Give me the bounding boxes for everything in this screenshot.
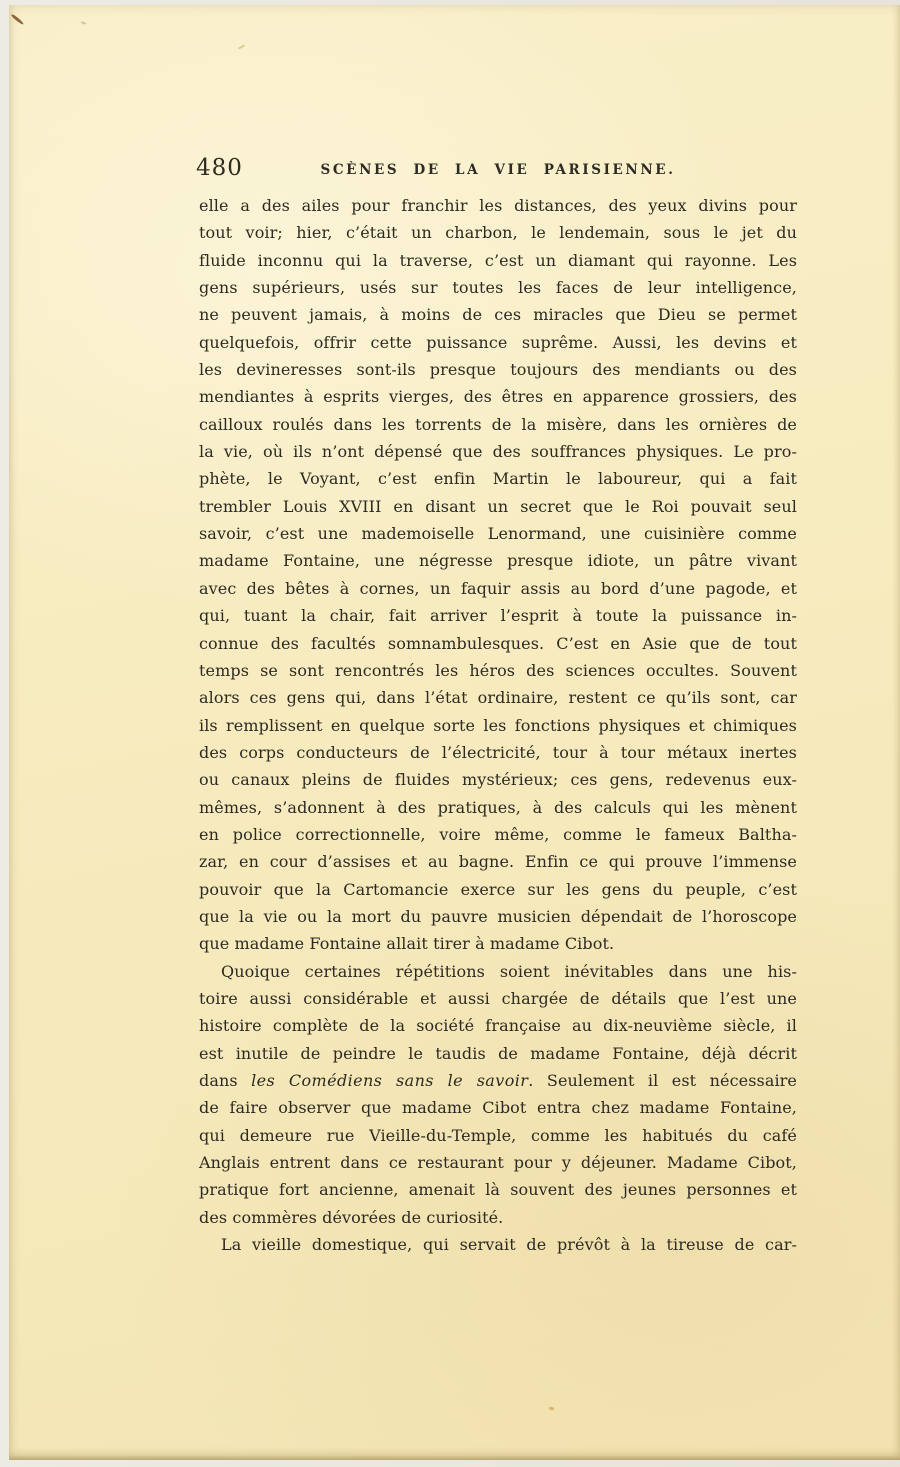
- text-line: [199, 547, 797, 574]
- paper-fiber-fleck: [81, 21, 86, 25]
- text-segment: ou canaux pleins de fluides mystérieux; ces gens, redevenus eux-: [199, 770, 797, 790]
- text-segment: toire aussi considérable et aussi chargée de détails que l’est une: [199, 988, 797, 1008]
- text-segment: tout voir; hier, c’était un charbon, le lendemain, sous le jet du: [199, 223, 797, 243]
- text-segment: les devineresses sont-ils presque toujours des mendiants ou des: [199, 360, 797, 380]
- text-line: [199, 684, 797, 711]
- text-line: [199, 575, 797, 602]
- paper-fiber-fleck: [238, 44, 245, 49]
- text-segment: en police correctionnelle, voire même, comme le fameux Baltha-: [199, 824, 797, 844]
- text-segment: elle a des ailes pour franchir les distances, des yeux divins pour: [199, 196, 797, 215]
- text-segment: gens supérieurs, usés sur toutes les faces de leur intelligence,: [199, 278, 797, 298]
- text-line: [199, 356, 797, 383]
- text-line: [199, 1040, 797, 1067]
- text-line: [199, 1122, 797, 1149]
- text-segment: que la vie ou la mort du pauvre musicien dépendait de l’horoscope: [199, 906, 797, 926]
- text-segment: . Seulement il est nécessaire: [528, 1071, 797, 1090]
- text-line: [199, 219, 797, 246]
- text-segment: des commères dévorées de curiosité.: [199, 1207, 504, 1227]
- paper-fiber-fleck: [549, 1406, 555, 1410]
- text-segment: est inutile de peindre le taudis de madame Fontaine, déjà décrit: [199, 1043, 797, 1063]
- text-segment: connue des facultés somnambulesques. C’est en Asie que de tout: [199, 633, 797, 653]
- text-line: [199, 411, 797, 438]
- text-segment: madame Fontaine, une négresse presque idiote, un pâtre vivant: [199, 551, 797, 571]
- text-line: [199, 1067, 797, 1094]
- text-line: [199, 739, 797, 766]
- text-line: [199, 329, 797, 356]
- text-segment: cailloux roulés dans les torrents de la misère, dans les ornières de: [199, 414, 797, 434]
- paper-fiber-fleck: [11, 14, 25, 26]
- text-line: [199, 848, 797, 875]
- text-line: [199, 766, 797, 793]
- text-segment: mendiantes à esprits vierges, des êtres en apparence grossiers, des: [199, 387, 797, 407]
- page-header: [196, 153, 797, 185]
- text-line: [199, 1231, 797, 1258]
- text-line: [199, 1012, 797, 1039]
- page-number: 480: [196, 155, 243, 181]
- paper-page: [9, 5, 900, 1460]
- text-segment: Quoique certaines répétitions soient inévitables dans une his-: [221, 961, 797, 981]
- text-segment: dans: [199, 1071, 252, 1090]
- text-segment: mêmes, s’adonnent à des pratiques, à des calculs qui les mènent: [199, 797, 797, 817]
- text-line: [199, 438, 797, 465]
- text-segment: qui, tuant la chair, fait arriver l’esprit à toute la puissance in-: [199, 606, 797, 626]
- text-segment: histoire complète de la société française au dix-neuvième siècle, il: [199, 1016, 797, 1036]
- text-segment: des corps conducteurs de l’électricité, tour à tour métaux inertes: [199, 742, 797, 762]
- text-line: [199, 1204, 797, 1231]
- text-segment: trembler Louis XVIII en disant un secret que le Roi pouvait seul: [199, 496, 797, 516]
- text-segment: quelquefois, offrir cette puissance suprême. Aussi, les devins et: [199, 332, 797, 352]
- text-segment: que madame Fontaine allait tirer à madame Cibot.: [199, 934, 615, 954]
- text-line: [199, 274, 797, 301]
- text-line: [199, 657, 797, 684]
- text-line: [199, 465, 797, 492]
- text-line: [199, 630, 797, 657]
- text-line: [199, 301, 797, 328]
- text-line: [199, 1149, 797, 1176]
- text-segment: de faire observer que madame Cibot entra chez madame Fontaine,: [199, 1098, 797, 1118]
- text-segment: pratique fort ancienne, amenait là souvent des jeunes personnes et: [199, 1180, 797, 1200]
- italic-book-title: les Comédiens sans le savoir: [251, 1071, 529, 1090]
- text-segment: qui demeure rue Vieille-du-Temple, comme les habitués du café: [199, 1125, 797, 1145]
- text-line: [199, 985, 797, 1012]
- text-line: [199, 602, 797, 629]
- text-segment: ne peuvent jamais, à moins de ces miracles que Dieu se permet: [199, 305, 797, 325]
- text-line: [199, 192, 797, 219]
- text-segment: fluide inconnu qui la traverse, c’est un diamant qui rayonne. Les: [199, 250, 797, 270]
- text-segment: avec des bêtes à cornes, un faquir assis au bord d’une pagode, et: [199, 578, 797, 598]
- text-segment: pouvoir que la Cartomancie exerce sur les gens du peuple, c’est: [199, 879, 797, 899]
- text-line: [199, 958, 797, 985]
- text-line: [199, 493, 797, 520]
- text-segment: zar, en cour d’assises et au bagne. Enfin ce qui prouve l’immense: [199, 852, 797, 872]
- text-block: [199, 192, 797, 1258]
- page-bottom-edge-shadow: [9, 1456, 900, 1460]
- text-segment: la vie, où ils n’ont dépensé que des souffrances physiques. Le pro-: [199, 442, 797, 462]
- text-line: [199, 1176, 797, 1203]
- text-line: [199, 794, 797, 821]
- text-line: [199, 876, 797, 903]
- text-line: [199, 383, 797, 410]
- text-line: [199, 712, 797, 739]
- text-segment: temps se sont rencontrés les héros des sciences occultes. Souvent: [199, 660, 797, 680]
- text-segment: phète, le Voyant, c’est enfin Martin le laboureur, qui a fait: [199, 469, 797, 489]
- text-segment: ils remplissent en quelque sorte les fonctions physiques et chimiques: [199, 715, 797, 735]
- text-line: [199, 903, 797, 930]
- text-line: [199, 930, 797, 957]
- text-line: [199, 1094, 797, 1121]
- text-line: [199, 247, 797, 274]
- text-segment: Anglais entrent dans ce restaurant pour y déjeuner. Madame Cibot,: [199, 1153, 797, 1173]
- text-line: [199, 821, 797, 848]
- running-header-title: SCÈNES DE LA VIE PARISIENNE.: [320, 162, 676, 178]
- text-segment: alors ces gens qui, dans l’état ordinaire, restent ce qu’ils sont, car: [199, 688, 797, 708]
- text-segment: La vieille domestique, qui servait de prévôt à la tireuse de car-: [221, 1235, 797, 1255]
- text-segment: savoir, c’est une mademoiselle Lenormand, une cuisinière comme: [199, 524, 797, 544]
- text-line: [199, 520, 797, 547]
